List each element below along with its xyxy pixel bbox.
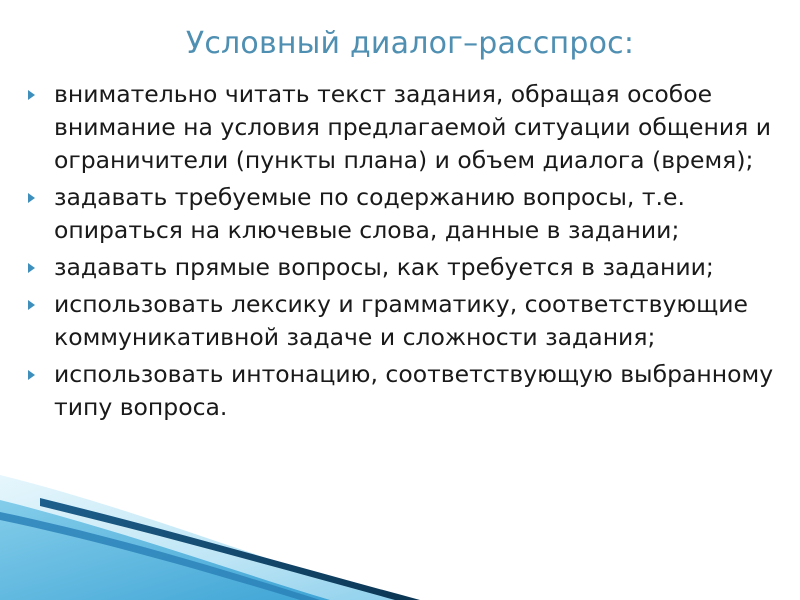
bullet-text: использовать интонацию, соответствующую выбранному типу вопроса. [54, 360, 774, 421]
bullet-text: задавать требуемые по содержанию вопросы, т.е. опираться на ключевые слова, данные в задании; [54, 183, 685, 244]
bullet-text: задавать прямые вопросы, как требуется в задании; [54, 253, 714, 281]
bullet-text: использовать лексику и грамматику, соответствующие коммуникативной задаче и сложности задания; [54, 290, 749, 351]
bullet-list [26, 78, 796, 428]
wave-mid-band [0, 500, 330, 600]
slide-title: Условный диалог–расспрос: [185, 26, 635, 61]
bullet-item [26, 251, 796, 284]
triangle-bullet-icon [28, 90, 35, 100]
triangle-bullet-icon [28, 300, 35, 310]
triangle-bullet-icon [28, 370, 35, 380]
bullet-item [26, 288, 796, 354]
bullet-text: внимательно читать текст задания, обращая особое внимание на условия предлагаемой ситуации общения и ограничители (пункты плана) и объем диалога (время); [54, 80, 772, 174]
bullet-item [26, 181, 796, 247]
triangle-bullet-icon [28, 193, 35, 203]
bullet-item [26, 358, 796, 424]
bullet-item [26, 78, 796, 177]
triangle-bullet-icon [28, 263, 35, 273]
